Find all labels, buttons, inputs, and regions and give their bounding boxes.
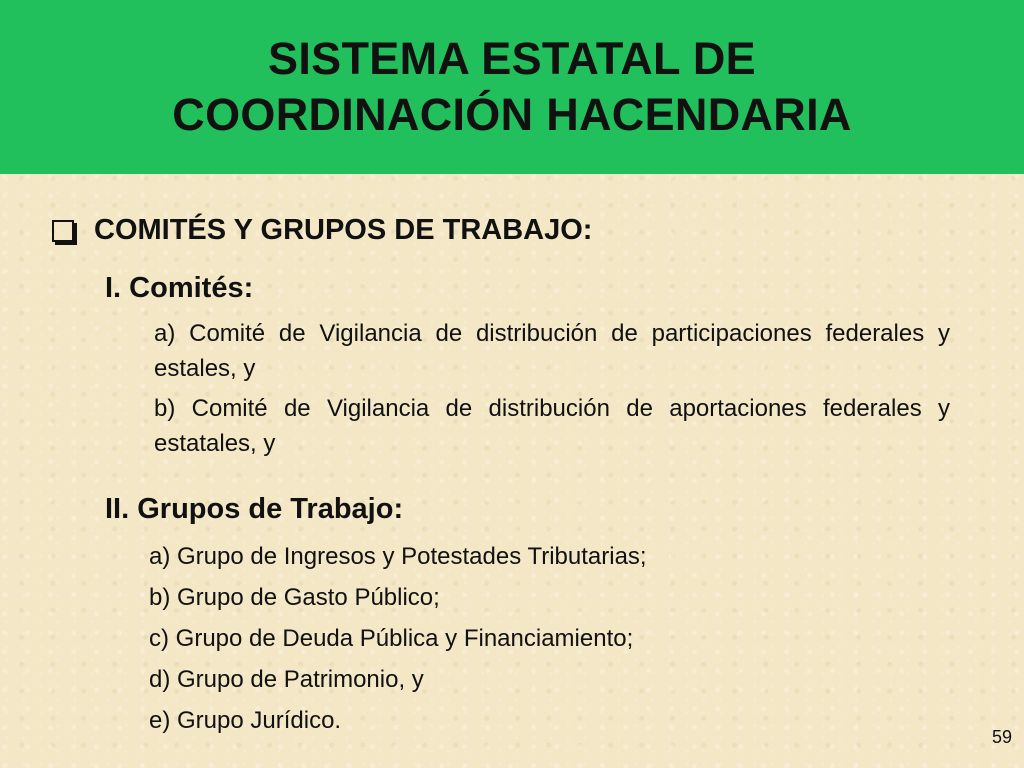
section-heading (52, 214, 592, 247)
grupo-item-e: e) Grupo Jurídico. (149, 707, 342, 734)
grupos-list (149, 536, 647, 741)
section-heading-text: COMITÉS Y GRUPOS DE TRABAJO: (94, 214, 593, 246)
grupos-heading: II. Grupos de Trabajo: (105, 493, 404, 525)
checkbox-icon (52, 220, 74, 242)
slide-title-line-1: SISTEMA ESTATAL DE (268, 33, 756, 84)
grupo-item-b: b) Grupo de Gasto Público; (149, 584, 440, 611)
title-banner (0, 0, 1024, 174)
comites-heading: I. Comités: (105, 272, 254, 304)
grupo-item-c: c) Grupo de Deuda Pública y Financiamiento; (149, 625, 634, 652)
grupo-item-d: d) Grupo de Patrimonio, y (149, 666, 424, 693)
grupo-item-a: a) Grupo de Ingresos y Potestades Tributarias; (149, 543, 647, 570)
page-number: 59 (991, 727, 1012, 747)
comite-item-b: b) Comité de Vigilancia de distribución de aportaciones federales y estatales, y (154, 395, 950, 457)
slide-title-line-2: COORDINACIÓN HACENDARIA (172, 89, 852, 140)
comite-item-a: a) Comité de Vigilancia de distribución de participaciones federales y estales, y (154, 320, 950, 382)
